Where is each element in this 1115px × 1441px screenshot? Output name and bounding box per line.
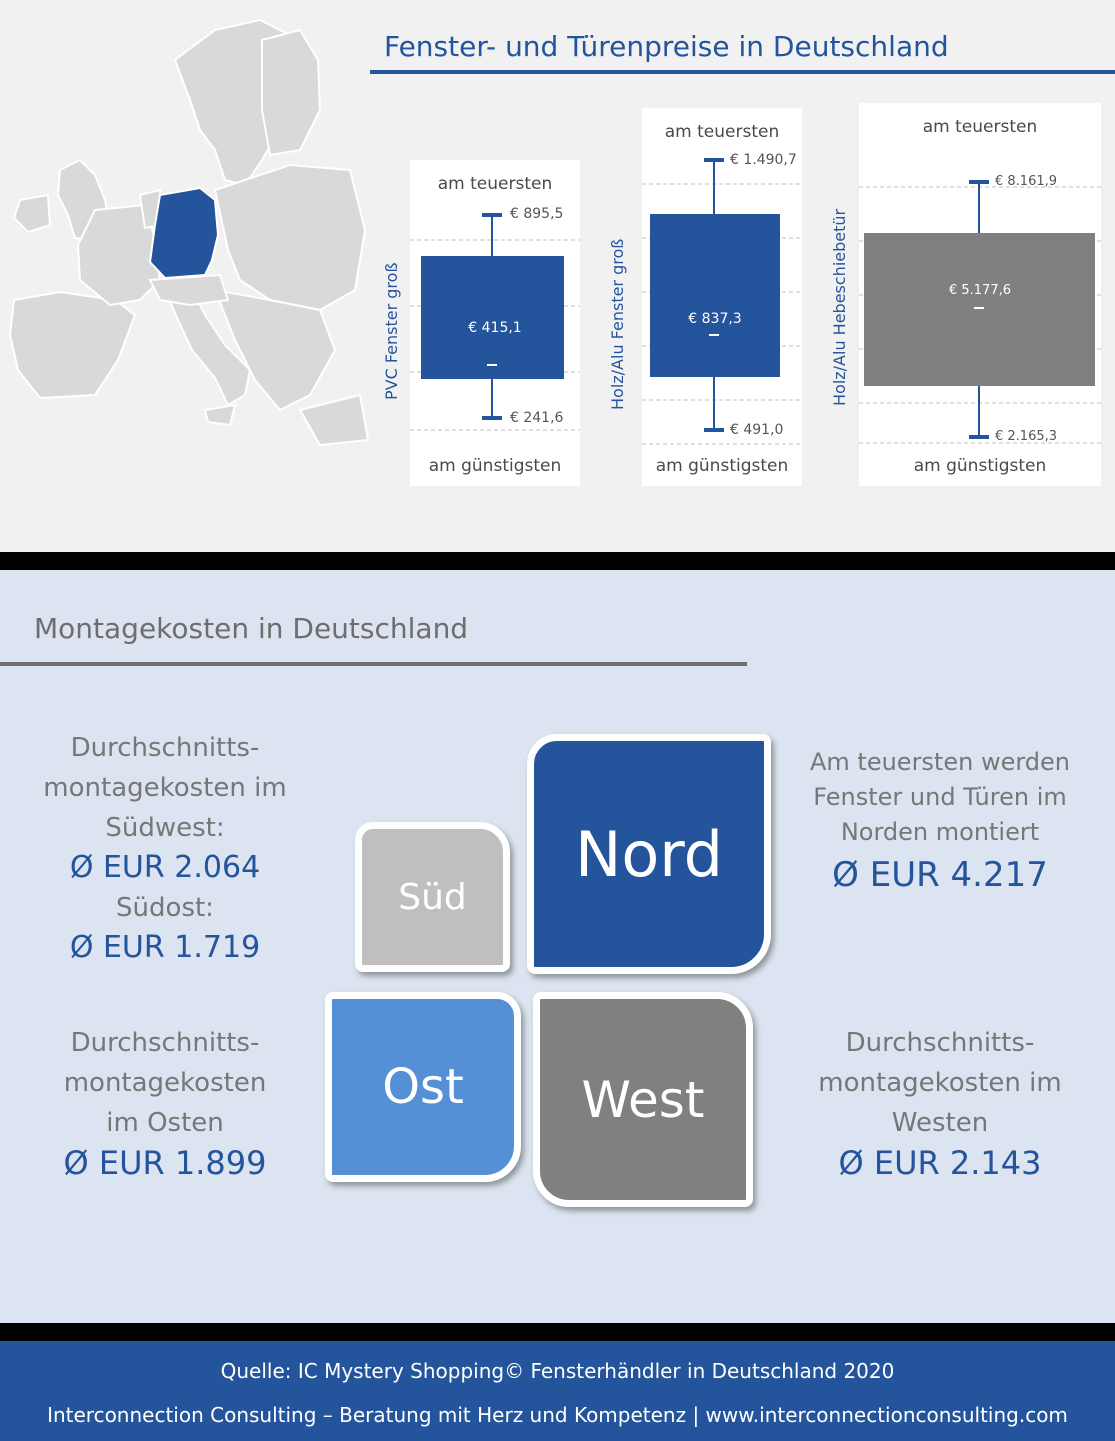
map-finland — [262, 30, 320, 155]
min-label: € 491,0 — [730, 422, 784, 438]
tile-sued-label: Süd — [398, 876, 467, 918]
divider-bar-bottom — [0, 1323, 1115, 1341]
ost-line1: Durchschnitts- — [70, 1028, 260, 1058]
page-title: Fenster- und Türenpreise in Deutschland — [384, 30, 949, 63]
tile-ost-label: Ost — [382, 1059, 464, 1115]
nord-line2: Fenster und Türen im — [813, 783, 1067, 811]
divider-bar — [0, 552, 1115, 570]
tile-nord — [527, 734, 771, 974]
bottom-text: am günstigsten — [428, 456, 562, 476]
footer-source: Quelle: IC Mystery Shopping© Fensterhändler in Deutschland 2020 — [220, 1359, 895, 1383]
west-line2: montagekosten im — [818, 1068, 1062, 1098]
west-text — [800, 1023, 1080, 1183]
ost-line3: im Osten — [106, 1108, 224, 1138]
nord-line3: Norden montiert — [840, 818, 1040, 846]
section-title: Montagekosten in Deutschland — [34, 612, 469, 645]
ost-line2: montagekosten — [63, 1068, 267, 1098]
bottom-text: am günstigsten — [655, 456, 789, 476]
so-value: Ø EUR 1.719 — [69, 930, 261, 965]
map-alps — [150, 275, 228, 305]
mean-label: € 415,1 — [468, 320, 522, 336]
top-section — [0, 0, 1115, 552]
min-label: € 241,6 — [510, 410, 564, 426]
west-line1: Durchschnitts- — [845, 1028, 1035, 1058]
europe-map — [0, 0, 370, 540]
sw-line3: Südwest: — [105, 813, 225, 843]
sw-value: Ø EUR 2.064 — [69, 850, 261, 885]
nord-line1: Am teuersten werden — [809, 748, 1070, 776]
map-germany — [150, 188, 218, 278]
max-label: € 1.490,7 — [730, 152, 797, 168]
chart-panel-pvc — [410, 160, 580, 486]
bottom-text: am günstigsten — [913, 456, 1047, 476]
footer — [0, 1341, 1115, 1441]
so-label: Südost: — [116, 893, 214, 923]
mean-label: € 5.177,6 — [948, 283, 1012, 298]
montage-section — [0, 570, 1115, 1323]
west-line3: Westen — [891, 1108, 989, 1138]
ost-text — [30, 1023, 300, 1183]
box — [650, 214, 780, 377]
top-text: am teuersten — [922, 117, 1038, 137]
map-turkey — [300, 395, 368, 445]
chart-panel-hebeschiebetuer — [859, 103, 1101, 486]
suedwest-text — [30, 728, 300, 968]
west-value: Ø EUR 2.143 — [838, 1144, 1042, 1182]
nord-value: Ø EUR 4.217 — [832, 855, 1048, 895]
map-iberia — [10, 292, 135, 398]
nord-text — [790, 745, 1090, 900]
tile-west — [533, 992, 753, 1207]
max-label: € 8.161,9 — [995, 174, 1058, 189]
title-rule — [370, 70, 1115, 74]
tile-west-label: West — [581, 1070, 705, 1129]
y-label-hebeschiebetuer: Holz/Alu Hebeschiebetür — [830, 208, 849, 406]
top-text: am teuersten — [437, 174, 553, 194]
tile-sued — [355, 822, 510, 972]
tile-ost — [325, 992, 521, 1182]
top-text: am teuersten — [664, 122, 780, 142]
mean-label: € 837,3 — [688, 311, 742, 327]
map-ireland — [14, 195, 50, 232]
box — [864, 233, 1095, 386]
y-label-pvc: PVC Fenster groß — [382, 262, 401, 400]
y-label-holz-alu-fenster: Holz/Alu Fenster groß — [608, 238, 627, 410]
chart-panel-holz-alu-fenster — [642, 108, 802, 486]
tile-nord-label: Nord — [574, 817, 724, 891]
footer-company: Interconnection Consulting – Beratung mit Herz und Kompetenz | www.interconnectionconsulting.com — [47, 1403, 1068, 1427]
map-east — [215, 165, 365, 310]
sw-line1: Durchschnitts- — [70, 733, 260, 763]
min-label: € 2.165,3 — [995, 429, 1058, 444]
ost-value: Ø EUR 1.899 — [63, 1144, 267, 1182]
section-rule — [0, 662, 747, 666]
box — [421, 256, 564, 379]
max-label: € 895,5 — [510, 206, 564, 222]
map-sicily — [205, 405, 235, 425]
sw-line2: montagekosten im — [43, 773, 287, 803]
